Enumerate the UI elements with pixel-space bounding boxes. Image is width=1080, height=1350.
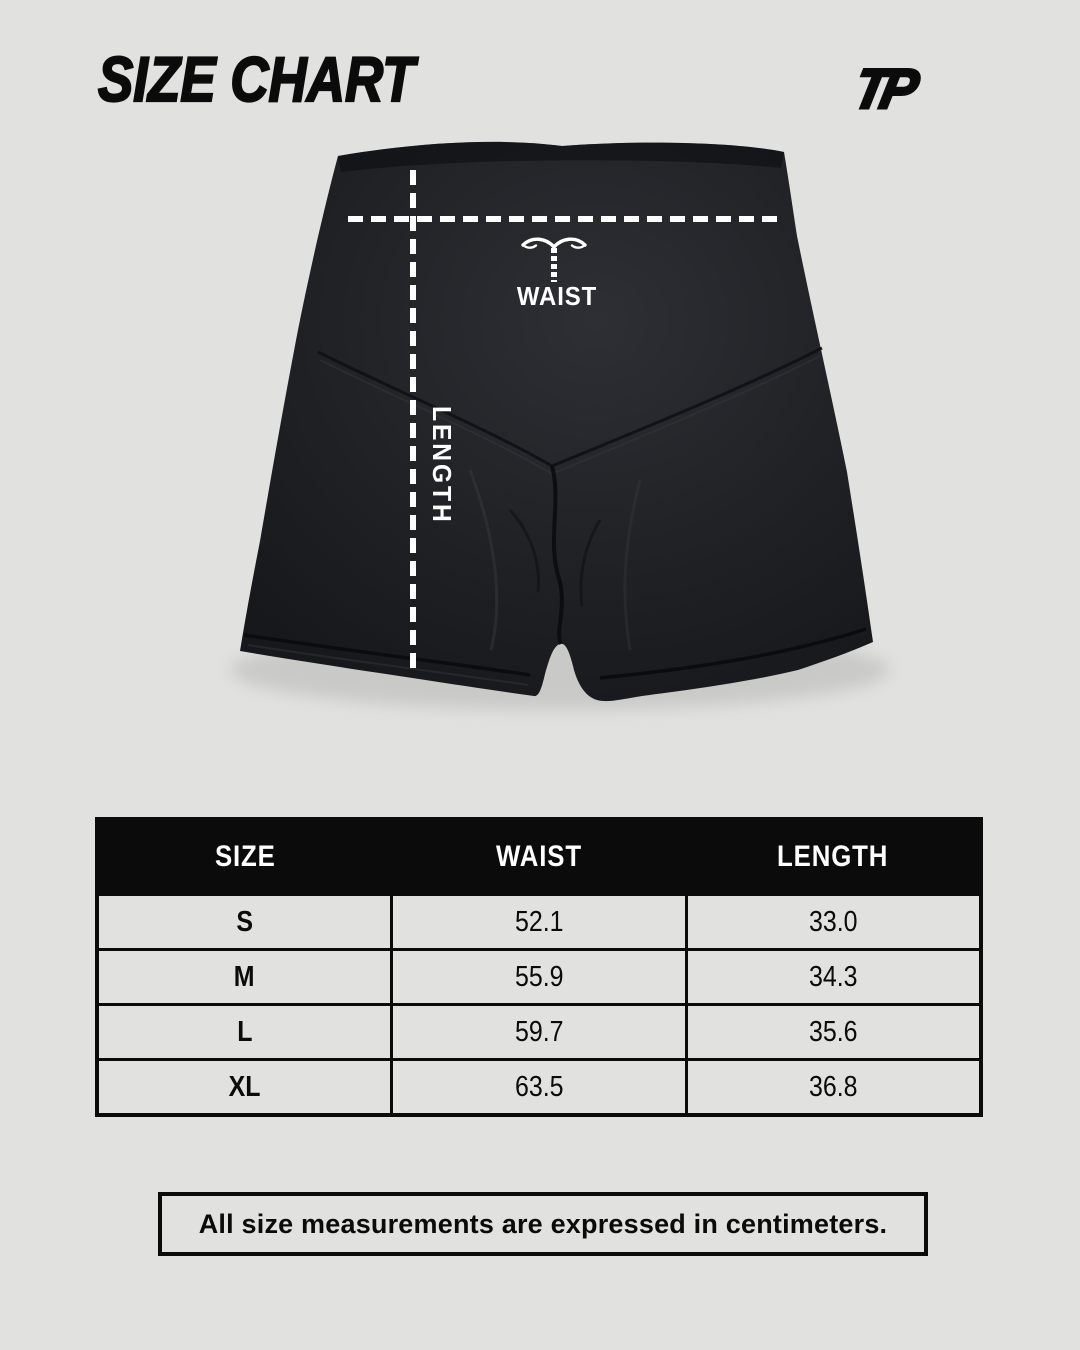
waistband-logo-icon bbox=[520, 234, 588, 286]
size-value: L bbox=[97, 1005, 392, 1060]
size-table bbox=[95, 817, 983, 1117]
waist-value: 55.9 bbox=[392, 950, 687, 1005]
length-value: 35.6 bbox=[686, 1005, 981, 1060]
waist-value: 63.5 bbox=[392, 1060, 687, 1116]
table-row bbox=[97, 950, 981, 1005]
length-label: LENGTH bbox=[427, 406, 457, 525]
measurement-note-text: All size measurements are expressed in centimeters. bbox=[198, 1208, 888, 1239]
waist-label: WAIST bbox=[516, 281, 598, 311]
length-measurement-line bbox=[410, 170, 416, 675]
size-table-header-row bbox=[97, 819, 981, 895]
column-header-waist: WAIST bbox=[392, 819, 687, 895]
waist-value: 52.1 bbox=[392, 895, 687, 950]
length-value: 36.8 bbox=[686, 1060, 981, 1116]
tp-brand-logo: TP bbox=[848, 57, 919, 120]
column-header-length: LENGTH bbox=[686, 819, 981, 895]
table-row bbox=[97, 1060, 981, 1116]
measurement-note-box bbox=[158, 1192, 928, 1256]
length-value: 34.3 bbox=[686, 950, 981, 1005]
size-value: XL bbox=[97, 1060, 392, 1116]
size-value: S bbox=[97, 895, 392, 950]
page-title: SIZE CHART bbox=[98, 45, 415, 115]
table-row bbox=[97, 895, 981, 950]
waist-value: 59.7 bbox=[392, 1005, 687, 1060]
column-header-size: SIZE bbox=[97, 819, 392, 895]
size-value: M bbox=[97, 950, 392, 1005]
table-row bbox=[97, 1005, 981, 1060]
length-value: 33.0 bbox=[686, 895, 981, 950]
shorts-silhouette bbox=[240, 142, 873, 701]
